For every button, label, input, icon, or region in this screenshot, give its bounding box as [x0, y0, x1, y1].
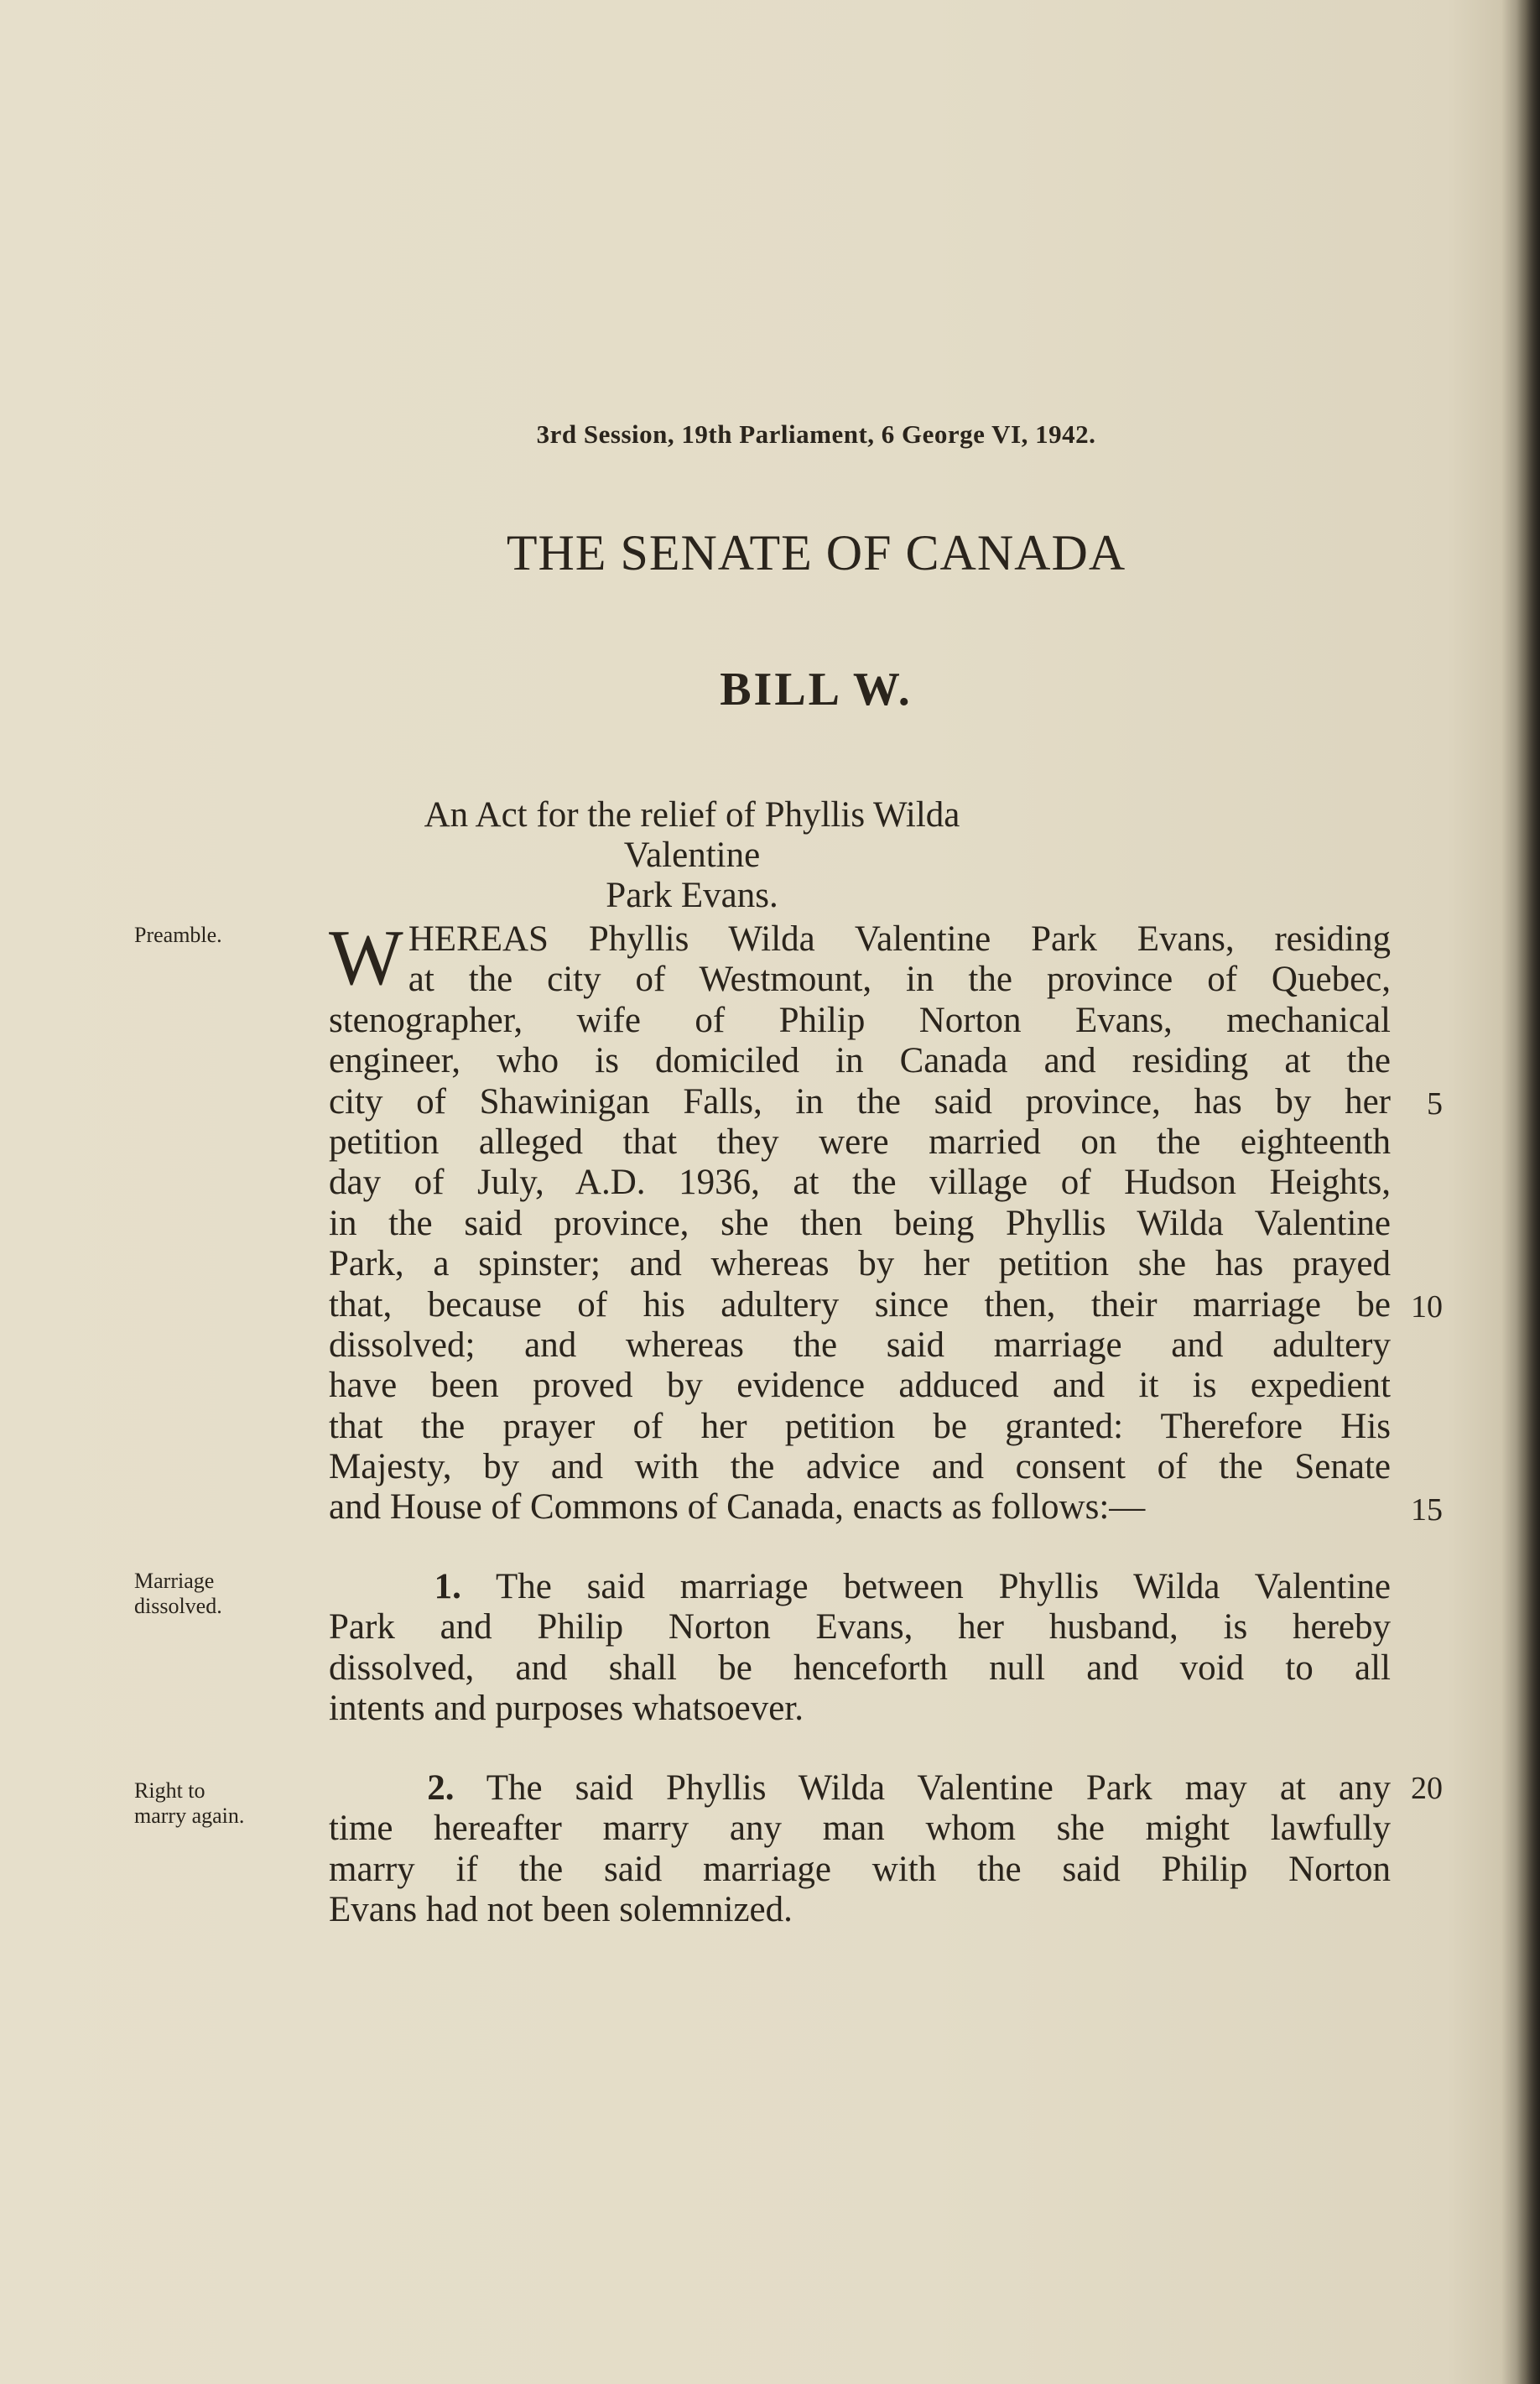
section-2-line-text: The said Phyllis Wilda Valentine Park may at any [486, 1768, 1392, 1808]
preamble-text [329, 914, 1391, 1528]
section-1-line: intents and purposes whatsoever. [329, 1689, 804, 1729]
preamble-line: engineer, who is domiciled in Canada and residing at the [329, 1041, 1391, 1081]
bill-heading: BILL W. [720, 664, 913, 716]
drop-cap: W [329, 914, 403, 1002]
section-1-line: dissolved, and shall be henceforth null and void to all [329, 1647, 1391, 1688]
preamble-line: Majesty, by and with the advice and consent of the Senate [329, 1447, 1391, 1487]
line-number: 15 [1411, 1492, 1443, 1528]
preamble-line: in the said province, she then being Phyllis Wilda Valentine [329, 1203, 1391, 1243]
page-binding-edge [1517, 0, 1540, 2384]
section-1-line [329, 1567, 1391, 1607]
section-1-line-text: The said marriage between Phyllis Wilda Valentine [495, 1567, 1391, 1606]
margin-note-right-to-marry [134, 1778, 319, 1829]
preamble-line: petition alleged that they were married on the eighteenth [329, 1122, 1391, 1162]
section-number: 2. [427, 1768, 455, 1808]
section-2-text [329, 1768, 1391, 1931]
preamble-line: dissolved; and whereas the said marriage and adultery [329, 1325, 1391, 1365]
act-title-line: An Act for the relief of Phyllis Wilda Valentine [424, 795, 960, 875]
section-number: 1. [434, 1567, 461, 1606]
act-title-line: Park Evans. [606, 876, 778, 915]
line-number: 20 [1411, 1771, 1443, 1806]
margin-note-line: Marriage [134, 1569, 215, 1593]
margin-note-preamble: Preamble. [134, 923, 222, 947]
line-number: 10 [1411, 1289, 1443, 1325]
preamble-line: Park, a spinster; and whereas by her petition she has prayed [329, 1244, 1391, 1284]
session-heading: 3rd Session, 19th Parliament, 6 George VI, 1942. [536, 419, 1096, 449]
section-1-text [329, 1567, 1391, 1730]
section-1-line: Park and Philip Norton Evans, her husband, is hereby [329, 1607, 1391, 1647]
senate-heading: THE SENATE OF CANADA [506, 525, 1126, 580]
act-title [361, 795, 1023, 916]
preamble-line: and House of Commons of Canada, enacts as follows:— [329, 1487, 1146, 1528]
preamble-line: city of Shawinigan Falls, in the said province, has by her [329, 1081, 1391, 1122]
line-number: 5 [1427, 1086, 1443, 1122]
margin-note-marriage-dissolved [134, 1569, 319, 1619]
section-2-line [329, 1768, 1391, 1809]
preamble-line: have been proved by evidence adduced and it is expedient [329, 1366, 1391, 1406]
preamble-line: that, because of his adultery since then, their marriage be [329, 1284, 1391, 1325]
margin-note-line: Right to [134, 1778, 206, 1803]
preamble-line: HEREAS Phyllis Wilda Valentine Park Evans, residing [408, 919, 1391, 959]
preamble-line: stenographer, wife of Philip Norton Evans, mechanical [329, 1000, 1391, 1040]
section-2-line: marry if the said marriage with the said Philip Norton [329, 1849, 1391, 1889]
preamble-line: that the prayer of her petition be granted: Therefore His [329, 1406, 1391, 1446]
margin-note-line: marry again. [134, 1804, 245, 1828]
section-2-line: Evans had not been solemnized. [329, 1890, 793, 1930]
preamble-line: day of July, A.D. 1936, at the village of Hudson Heights, [329, 1163, 1391, 1203]
section-2-line: time hereafter marry any man whom she might lawfully [329, 1809, 1391, 1849]
preamble-line: at the city of Westmount, in the province of Quebec, [408, 960, 1391, 1000]
margin-note-line: dissolved. [134, 1594, 222, 1618]
